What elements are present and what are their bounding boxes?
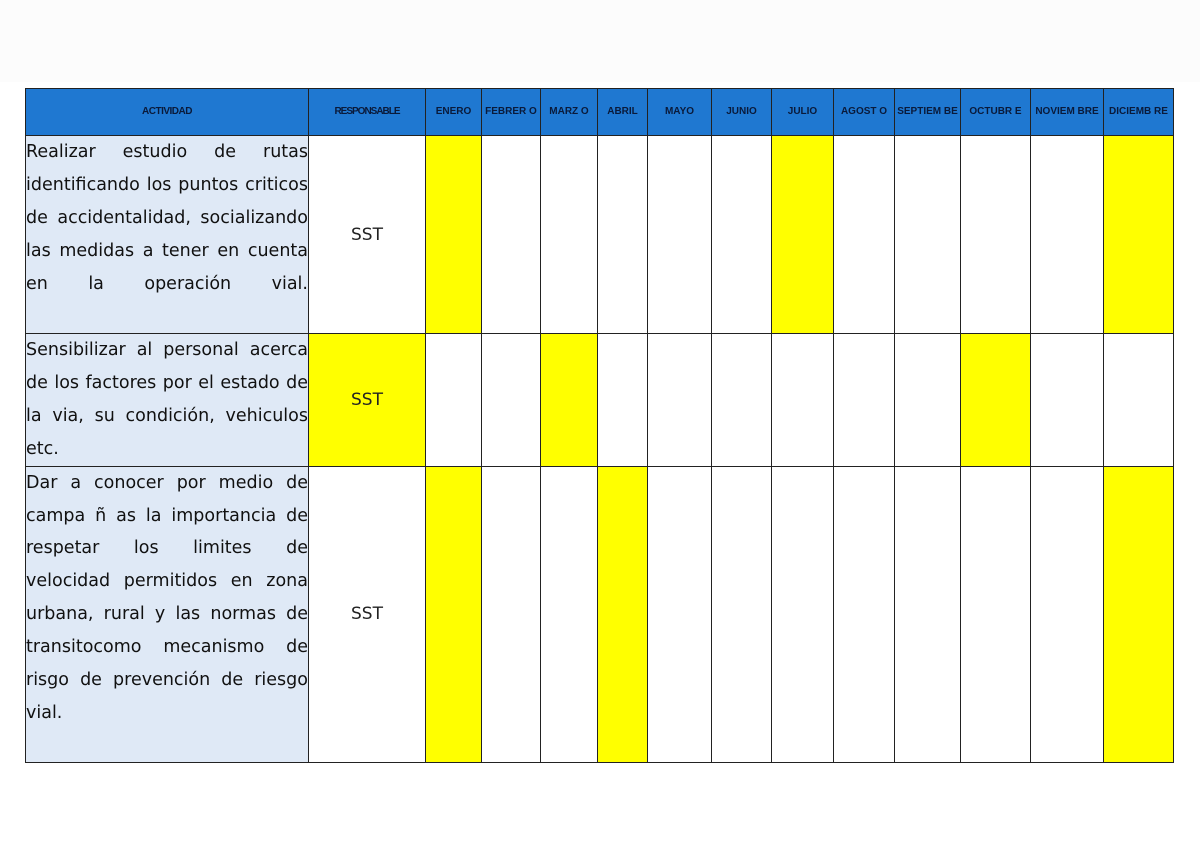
month-cell-marzo — [541, 466, 598, 762]
month-cell-abril — [598, 466, 648, 762]
header-month-febrero: FEBRER O — [482, 89, 541, 136]
header-month-julio: JULIO — [772, 89, 834, 136]
month-cell-diciembre — [1104, 136, 1174, 334]
header-month-junio: JUNIO — [712, 89, 772, 136]
month-cell-febrero — [482, 136, 541, 334]
month-cell-abril — [598, 136, 648, 334]
month-cell-julio — [772, 136, 834, 334]
activity-schedule-table — [25, 88, 1174, 763]
month-cell-agosto — [834, 136, 895, 334]
month-cell-noviembre — [1031, 334, 1104, 467]
month-cell-mayo — [648, 136, 712, 334]
responsable-cell: SST — [309, 334, 426, 467]
header-month-noviembre: NOVIEM BRE — [1031, 89, 1104, 136]
header-row — [26, 89, 1174, 136]
month-cell-septiembre — [895, 334, 961, 467]
month-cell-noviembre — [1031, 136, 1104, 334]
month-cell-noviembre — [1031, 466, 1104, 762]
month-cell-septiembre — [895, 466, 961, 762]
header-month-abril: ABRIL — [598, 89, 648, 136]
table-row — [26, 334, 1174, 467]
month-cell-febrero — [482, 466, 541, 762]
header-month-enero: ENERO — [426, 89, 482, 136]
month-cell-junio — [712, 466, 772, 762]
month-cell-febrero — [482, 334, 541, 467]
header-month-octubre: OCTUBR E — [961, 89, 1031, 136]
table-row — [26, 466, 1174, 762]
header-responsable: RESPONSABLE — [309, 89, 426, 136]
month-cell-julio — [772, 334, 834, 467]
activity-cell: Realizar estudio de rutas identificando los puntos criticos de accidentalidad, socializando las medidas a tener en cuenta en la operación vial. — [26, 136, 309, 334]
table-row — [26, 136, 1174, 334]
month-cell-octubre — [961, 136, 1031, 334]
page-top-band — [0, 0, 1200, 82]
month-cell-octubre — [961, 334, 1031, 467]
month-cell-marzo — [541, 334, 598, 467]
month-cell-diciembre — [1104, 466, 1174, 762]
month-cell-abril — [598, 334, 648, 467]
header-month-marzo: MARZ O — [541, 89, 598, 136]
month-cell-diciembre — [1104, 334, 1174, 467]
month-cell-marzo — [541, 136, 598, 334]
month-cell-julio — [772, 466, 834, 762]
responsable-cell: SST — [309, 136, 426, 334]
header-month-septiembre: SEPTIEM BE — [895, 89, 961, 136]
header-month-diciembre: DICIEMB RE — [1104, 89, 1174, 136]
month-cell-junio — [712, 334, 772, 467]
month-cell-enero — [426, 136, 482, 334]
month-cell-mayo — [648, 334, 712, 467]
month-cell-agosto — [834, 334, 895, 467]
header-actividad: ACTIVIDAD — [26, 89, 309, 136]
header-month-mayo: MAYO — [648, 89, 712, 136]
month-cell-mayo — [648, 466, 712, 762]
activity-cell: Dar a conocer por medio de campa ñ as la importancia de respetar los limites de velocidad permitidos en zona urbana, rural y las normas de transitocomo mecanismo de risgo de prevención de riesgo vial. — [26, 466, 309, 762]
month-cell-agosto — [834, 466, 895, 762]
month-cell-enero — [426, 466, 482, 762]
month-cell-septiembre — [895, 136, 961, 334]
month-cell-octubre — [961, 466, 1031, 762]
month-cell-enero — [426, 334, 482, 467]
month-cell-junio — [712, 136, 772, 334]
responsable-cell: SST — [309, 466, 426, 762]
activity-cell: Sensibilizar al personal acerca de los factores por el estado de la via, su condición, vehiculos etc. — [26, 334, 309, 467]
header-month-agosto: AGOST O — [834, 89, 895, 136]
